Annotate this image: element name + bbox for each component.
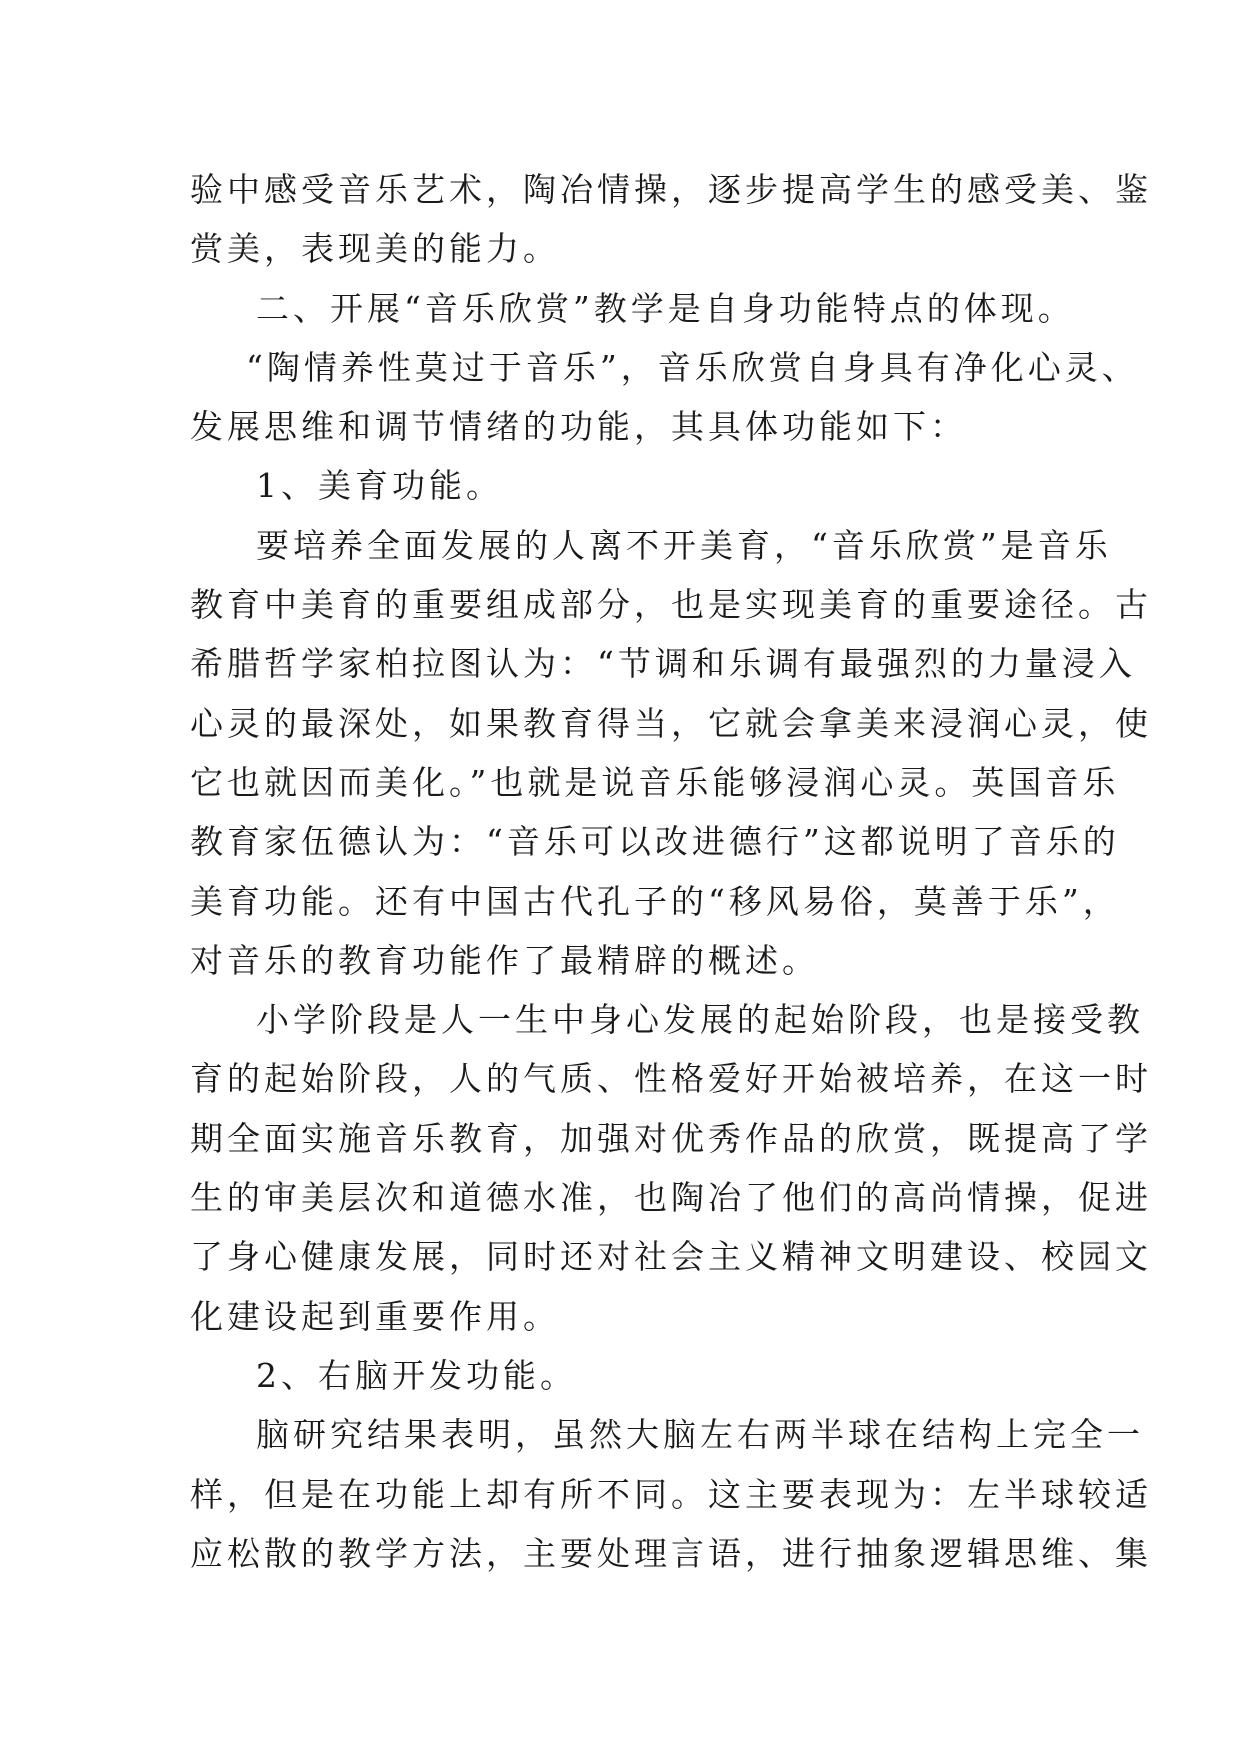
text-line: 美育功能。还有中国古代孔子的“移风易俗，莫善于乐”， (190, 881, 1120, 921)
text-line: 验中感受音乐艺术，陶冶情操，逐步提高学生的感受美、鉴 (190, 170, 1152, 209)
text-line: 教育中美育的重要组成部分，也是实现美育的重要途径。古 (190, 585, 1152, 625)
text-line: 教育家伍德认为：“音乐可以改进德行”这都说明了音乐的 (190, 822, 1120, 862)
subsection-heading: 2、右脑开发功能。 (256, 1355, 577, 1395)
text-line: 赏美，表现美的能力。 (190, 229, 560, 269)
text-line: 脑研究结果表明，虽然大脑左右两半球在结构上完全一 (256, 1415, 1144, 1455)
body-text (190, 160, 1152, 1583)
text-line: 发展思维和调节情绪的功能，其具体功能如下： (190, 407, 967, 447)
text-line: 小学阶段是人一生中身心发展的起始阶段，也是接受教 (256, 1000, 1144, 1040)
text-line: 要培养全面发展的人离不开美育，“音乐欣赏”是音乐 (256, 525, 1112, 565)
text-line: 希腊哲学家柏拉图认为：“节调和乐调有最强烈的力量浸入 (190, 644, 1136, 684)
section-heading: 二、开展“音乐欣赏”教学是自身功能特点的体现。 (256, 288, 1075, 328)
text-line: 期全面实施音乐教育，加强对优秀作品的欣赏，既提高了学 (190, 1118, 1152, 1158)
text-line: 对音乐的教育功能作了最精辟的概述。 (190, 940, 819, 980)
text-line: 了身心健康发展，同时还对社会主义精神文明建设、校园文 (190, 1237, 1152, 1277)
text-line: “陶情养性莫过于音乐”，音乐欣赏自身具有净化心灵、 (246, 347, 1139, 387)
text-line: 生的审美层次和道德水准，也陶冶了他们的高尚情操，促进 (190, 1178, 1152, 1218)
text-line: 心灵的最深处，如果教育得当，它就会拿美来浸润心灵，使 (190, 703, 1152, 743)
text-line: 样，但是在功能上却有所不同。这主要表现为：左半球较适 (190, 1474, 1152, 1514)
text-line: 它也就因而美化。”也就是说音乐能够浸润心灵。英国音乐 (190, 762, 1120, 802)
subsection-heading: 1、美育功能。 (256, 466, 503, 506)
text-line: 育的起始阶段，人的气质、性格爱好开始被培养，在这一时 (190, 1059, 1152, 1099)
text-line: 应松散的教学方法，主要处理言语，进行抽象逻辑思维、集 (190, 1533, 1152, 1573)
text-line: 化建设起到重要作用。 (190, 1296, 560, 1336)
